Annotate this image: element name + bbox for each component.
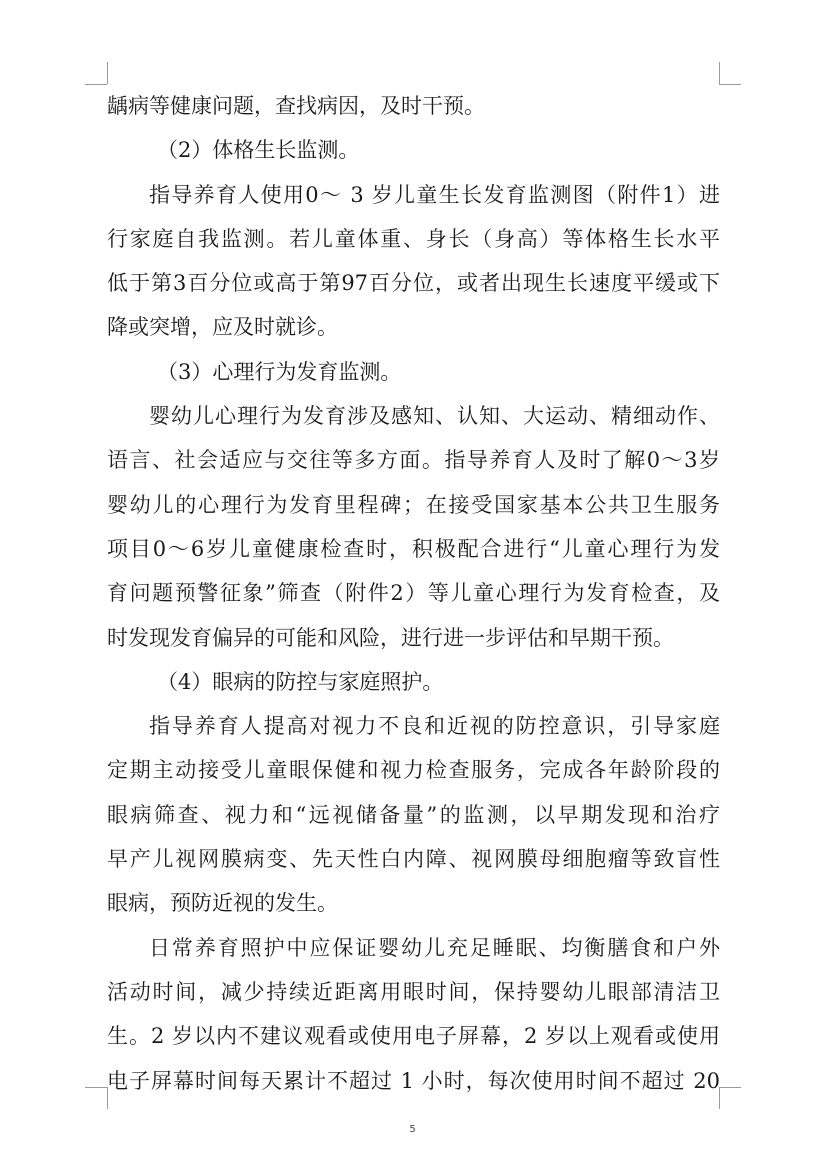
text-line: 日常养育照护中应保证婴幼儿充足睡眠、均衡膳食和户外 (149, 935, 720, 960)
text-line: 指导养育人提高对视力不良和近视的防控意识，引导家庭 (149, 714, 720, 739)
text-line: 活动时间，减少持续近距离用眼时间，保持婴幼儿眼部清洁卫 (107, 979, 720, 1004)
text-line: 低于第3百分位或高于第97百分位，或者出现生长速度平缓或下 (107, 271, 720, 296)
text-line: 电子屏幕时间每天累计不超过 1 小时，每次使用时间不超过 20 (107, 1068, 720, 1093)
text-line: 早产儿视网膜病变、先天性白内障、视网膜母细胞瘤等致盲性 (107, 847, 720, 872)
text-line: 育问题预警征象”筛查（附件2）等儿童心理行为发育检查，及 (107, 581, 720, 606)
section-heading: （3）心理行为发育监测。 (157, 359, 402, 384)
text-line: 时发现发育偏异的可能和风险，进行进一步评估和早期干预。 (107, 625, 674, 650)
body-text (107, 84, 720, 1103)
text-line: 降或突增，应及时就诊。 (107, 315, 338, 340)
text-line: 行家庭自我监测。若儿童体重、身长（身高）等体格生长水平 (107, 226, 720, 251)
section-heading: （2）体格生长监测。 (157, 138, 360, 163)
text-line: 婴幼儿心理行为发育涉及感知、认知、大运动、精细动作、 (149, 404, 720, 429)
page-number: 5 (409, 1124, 416, 1135)
text-line: 指导养育人使用0～ 3 岁儿童生长发育监测图（附件1）进 (149, 182, 720, 207)
text-line: 眼病，预防近视的发生。 (107, 891, 338, 916)
text-line: 定期主动接受儿童眼保健和视力检查服务，完成各年龄阶段的 (107, 758, 720, 783)
text-line: 生。2 岁以内不建议观看或使用电子屏幕，2 岁以上观看或使用 (107, 1024, 720, 1049)
section-heading: （4）眼病的防控与家庭照护。 (157, 669, 444, 694)
text-line: 婴幼儿的心理行为发育里程碑；在接受国家基本公共卫生服务 (107, 492, 720, 517)
text-line: 语言、社会适应与交往等多方面。指导养育人及时了解0～3岁 (107, 448, 720, 473)
text-line: 眼病筛查、视力和“远视储备量”的监测，以早期发现和治疗 (107, 802, 720, 827)
text-line: 项目0～6岁儿童健康检查时，积极配合进行“儿童心理行为发 (107, 536, 720, 561)
text-line: 龋病等健康问题，查找病因，及时干预。 (107, 94, 485, 118)
